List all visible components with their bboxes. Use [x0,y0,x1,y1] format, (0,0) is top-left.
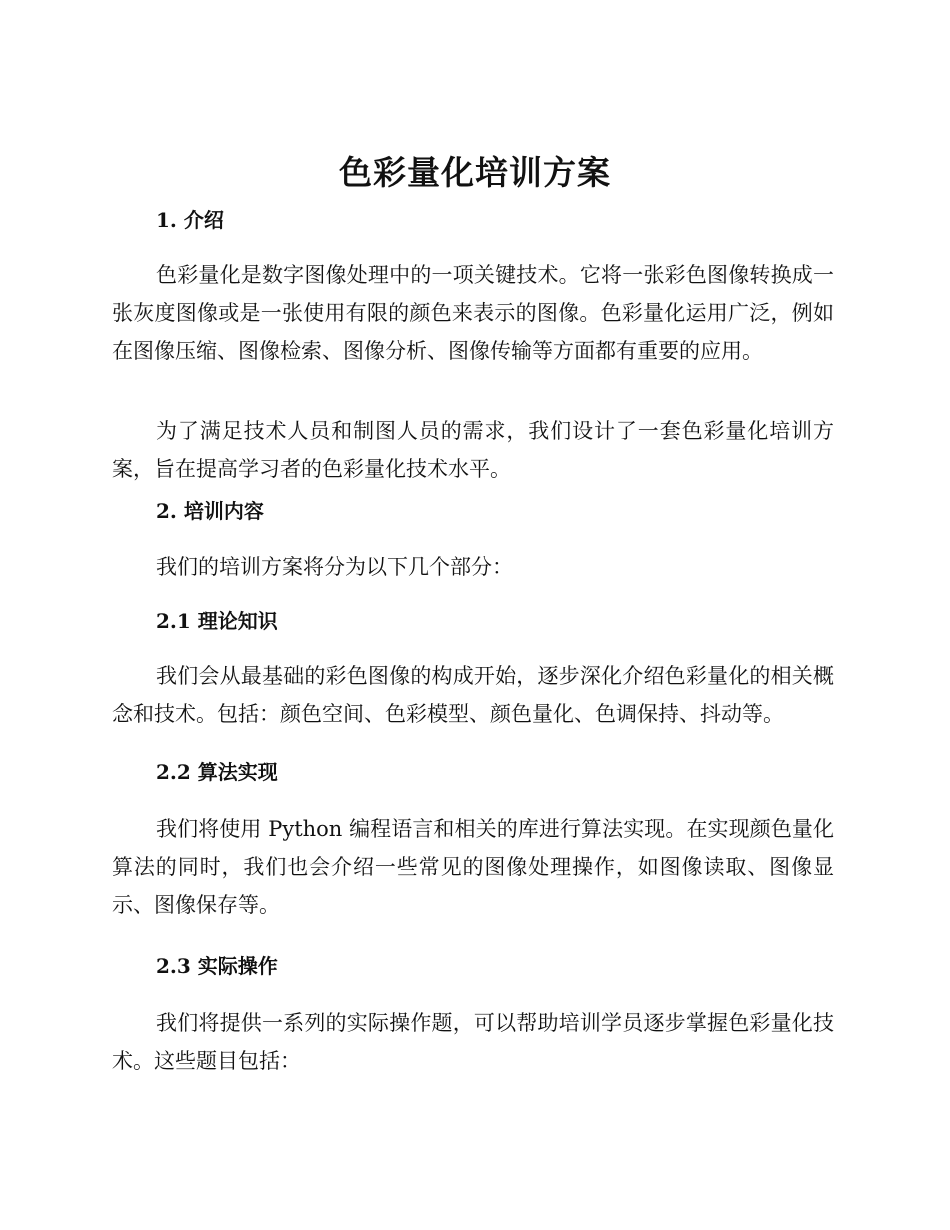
paragraph-algorithm: 我们将使用 Python 编程语言和相关的库进行算法实现。在实现颜色量化算法的同时，我们也会介绍一些常见的图像处理操作，如图像读取、图像显示、图像保存等。 [112,817,834,917]
document-title: 色彩量化培训方案 [339,153,611,192]
section-heading-theory: 2.1 理论知识 [156,609,278,633]
section-heading-introduction: 1. 介绍 [156,208,224,232]
paragraph-theory: 我们会从最基础的彩色图像的构成开始，逐步深化介绍色彩量化的相关概念和技术。包括：颜色空间、色彩模型、颜色量化、色调保持、抖动等。 [112,664,834,726]
paragraph-practice: 我们将提供一系列的实际操作题，可以帮助培训学员逐步掌握色彩量化技术。这些题目包括： [112,1011,834,1073]
section-heading-practice: 2.3 实际操作 [156,954,278,978]
paragraph-training-content: 我们的培训方案将分为以下几个部分： [156,555,513,579]
paragraph-introduction-1: 色彩量化是数字图像处理中的一项关键技术。它将一张彩色图像转换成一张灰度图像或是一张使用有限的颜色来表示的图像。色彩量化运用广泛，例如在图像压缩、图像检索、图像分析、图像传输等方面都有重要的应用。 [112,263,834,363]
section-heading-algorithm: 2.2 算法实现 [156,760,278,784]
section-heading-training-content: 2. 培训内容 [156,499,264,523]
paragraph-introduction-2: 为了满足技术人员和制图人员的需求，我们设计了一套色彩量化培训方案，旨在提高学习者的色彩量化技术水平。 [112,419,834,481]
